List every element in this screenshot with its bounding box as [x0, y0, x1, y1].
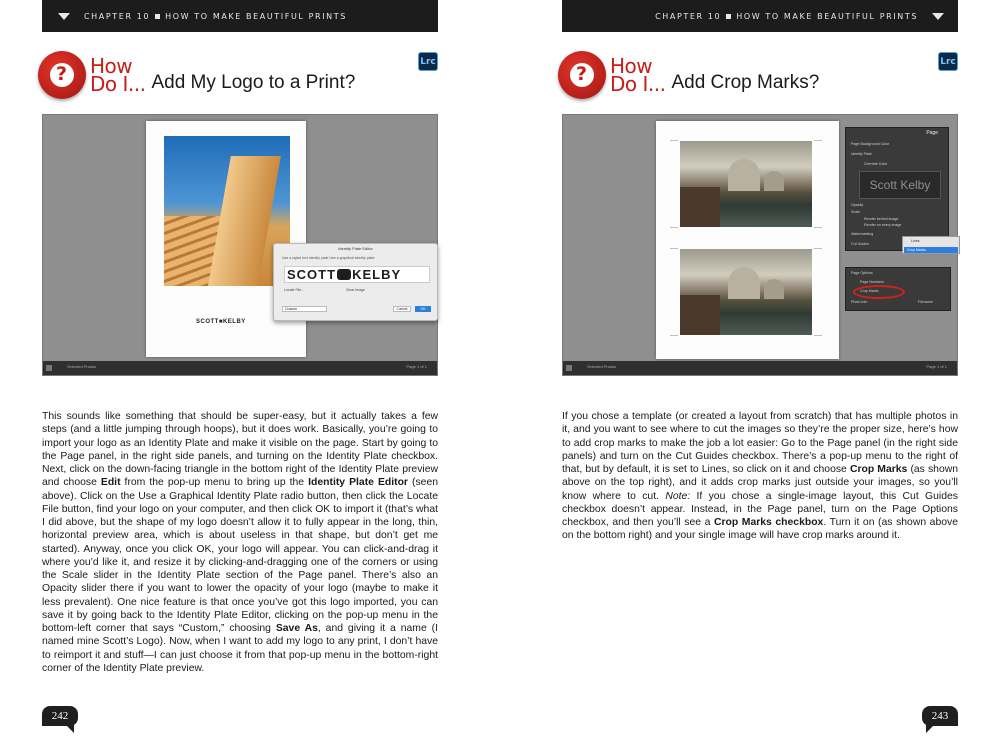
- crop-mark: [814, 227, 822, 228]
- chapter-label: CHAPTER 10: [84, 11, 151, 21]
- render-behind-checkbox[interactable]: Render behind image: [864, 217, 899, 221]
- cut-guides-checkbox[interactable]: Cut Guides: [851, 242, 869, 246]
- page-panel-title[interactable]: Page: [926, 130, 938, 136]
- triangle-down-icon: [58, 13, 70, 20]
- page-number: 242: [42, 706, 78, 726]
- crop-mark: [670, 227, 678, 228]
- venice-photo: [680, 249, 812, 335]
- dialog-options[interactable]: Use a styled text identity plate Use a graphical identity plate: [282, 256, 375, 260]
- page-options-checkbox[interactable]: Page Options: [851, 271, 873, 275]
- print-preview-page: [656, 121, 839, 359]
- screenshot-identity-plate: [42, 114, 438, 376]
- question-mark-logo-icon: [38, 51, 86, 99]
- identity-plate-logo-preview: SCOTT KELBY: [284, 266, 430, 283]
- locate-file-button[interactable]: Locate File...: [284, 288, 305, 292]
- how-label: How: [610, 54, 653, 78]
- ok-button[interactable]: OK: [415, 306, 431, 312]
- crop-marks-option[interactable]: Crop Marks: [904, 247, 958, 253]
- chapter-label: CHAPTER 10: [655, 11, 722, 21]
- clear-image-button[interactable]: Clear Image: [345, 288, 365, 292]
- how-do-i-title: [558, 48, 819, 102]
- chapter-section: HOW TO MAKE BEAUTIFUL PRINTS: [736, 11, 918, 21]
- filmstrip-toolbar: [43, 361, 437, 375]
- square-bullet-icon: [155, 14, 160, 19]
- crop-mark: [814, 248, 822, 249]
- print-logo-text: SCOTT■KELBY: [196, 319, 246, 325]
- crop-mark: [670, 248, 678, 249]
- do-i-label: Do I...: [90, 72, 146, 96]
- lines-option[interactable]: Lines: [911, 239, 920, 243]
- page-title: Add Crop Marks?: [671, 72, 820, 93]
- question-mark-logo-icon: [558, 51, 606, 99]
- page-panel: [845, 127, 949, 251]
- identity-plate-preview[interactable]: Scott Kelby: [859, 171, 941, 199]
- grid-view-icon[interactable]: [46, 365, 52, 371]
- grid-view-icon[interactable]: [566, 365, 572, 371]
- crop-mark: [814, 140, 822, 141]
- scale-slider[interactable]: Scale: [851, 210, 860, 214]
- chapter-header: [562, 0, 958, 32]
- print-preview-page: [146, 121, 306, 357]
- chapter-header: [42, 0, 438, 32]
- lightroom-classic-badge: Lrc: [418, 52, 438, 71]
- page-count: Page 1 of 1: [406, 364, 427, 369]
- cut-guides-popup-menu: [902, 236, 960, 254]
- lightroom-classic-badge: Lrc: [938, 52, 958, 71]
- do-i-label: Do I...: [610, 72, 666, 96]
- crop-marks-checkbox[interactable]: Crop Marks: [860, 289, 879, 293]
- watermarking-checkbox[interactable]: Watermarking: [851, 232, 874, 236]
- body-paragraph: If you chose a template (or created a layout from scratch) that has multiple photos in it, and you want to see where to cut the images so they’re the proper size, here’s how to add crop marks to make the job a lot easier: Go to the Page panel (in the right side panels) and turn on the Cut Guides checkbox. There’s a pop-up menu to the right of that, but by default, it is set to Lines, so click on it and choose Crop Marks (as shown above on the top right), and it adds crop marks just outside your images, so you’ll know where to cut. Note: If you chose a single-image layout, this Cut Guides checkbox doesn’t appear. Instead, in the Page panel, turn on the Page Options checkbox, and then you’ll see a Crop Marks checkbox. Turn it on (as shown above on the bottom right) and your single image will have crop marks around it.: [562, 411, 959, 542]
- opacity-slider[interactable]: Opacity: [851, 203, 864, 207]
- camera-logo-icon: [337, 269, 351, 280]
- cancel-button[interactable]: Cancel: [393, 306, 411, 312]
- use-selected-photos[interactable]: Selected Photos: [587, 364, 617, 369]
- custom-preset-dropdown[interactable]: Custom: [282, 306, 327, 312]
- crop-mark: [670, 140, 678, 141]
- page-count: Page 1 of 1: [926, 364, 947, 369]
- page-title: Add My Logo to a Print?: [151, 72, 356, 93]
- filename-dropdown[interactable]: Filename: [918, 300, 933, 304]
- architecture-photo: [164, 136, 290, 286]
- how-do-i-title: [38, 48, 355, 102]
- override-color-checkbox[interactable]: Override Color: [864, 162, 888, 166]
- photo-info-checkbox[interactable]: Photo Info: [851, 300, 868, 304]
- page-number: 243: [922, 706, 958, 726]
- screenshot-crop-marks: [562, 114, 958, 376]
- page-numbers-checkbox[interactable]: Page Numbers: [860, 280, 884, 284]
- body-paragraph: This sounds like something that should be super-easy, but it actually takes a few steps (and a little jumping through hoops), but it does work. Basically, you’re going to import your logo as an Identity Plate and make it visible on the page. Start by going to the Page panel, in the right side panels, and turning on the Identity Plate checkbox. Next, click on the down-facing triangle in the bottom right of the Identity Plate preview and choose Edit from the pop-up menu to bring up the Identity Plate Editor (seen above). Click on the Use a Graphical Identity Plate radio button, then click the Locate File button, find your logo on your computer, and then click OK to import it (that’s what I did above, but the shape of my logo doesn’t allow it to fully appear in the long, thin, horizontal preview area, which is about useless in that shape, but don’t get me started). Anyway, once you click OK, your logo will appear. You can click-and-drag it where you’d like it, and resize it by clicking-and-dragging one of the corners or using the Scale slider in the Identity Plate section of the Page panel. There’s also an Opacity slider there if you want to lower the opacity of your logo (maybe to make it less prevalent). One nice feature is that once you’ve got this logo imported, you can save it by going back to the Identity Plate Editor, clicking on the pop-up menu in the bottom-left corner that says “Custom,” choosing Save As, and giving it a name (I named mine Scott’s Logo). Now, when I want to add my logo to any print, I don’t have to reimport it and stuff—I can just choose it from that pop-up menu in the bottom-right corner of the Identity Plate preview.: [42, 411, 439, 674]
- triangle-down-icon: [932, 13, 944, 20]
- crop-mark: [670, 335, 678, 336]
- dialog-title: Identity Plate Editor: [338, 246, 373, 251]
- filmstrip-toolbar: [563, 361, 957, 375]
- identity-plate-checkbox[interactable]: Identity Plate: [851, 152, 872, 156]
- right-page: [500, 0, 1000, 750]
- identity-plate-editor-dialog: [273, 243, 438, 321]
- chapter-section: HOW TO MAKE BEAUTIFUL PRINTS: [165, 11, 347, 21]
- highlight-circle: [853, 285, 905, 299]
- how-label: How: [90, 54, 133, 78]
- venice-photo: [680, 141, 812, 227]
- crop-mark: [814, 335, 822, 336]
- square-bullet-icon: [726, 14, 731, 19]
- use-selected-photos[interactable]: Selected Photos: [67, 364, 97, 369]
- render-every-image-checkbox[interactable]: Render on every image: [864, 223, 902, 227]
- page-background-color-checkbox[interactable]: Page Background Color: [851, 142, 890, 146]
